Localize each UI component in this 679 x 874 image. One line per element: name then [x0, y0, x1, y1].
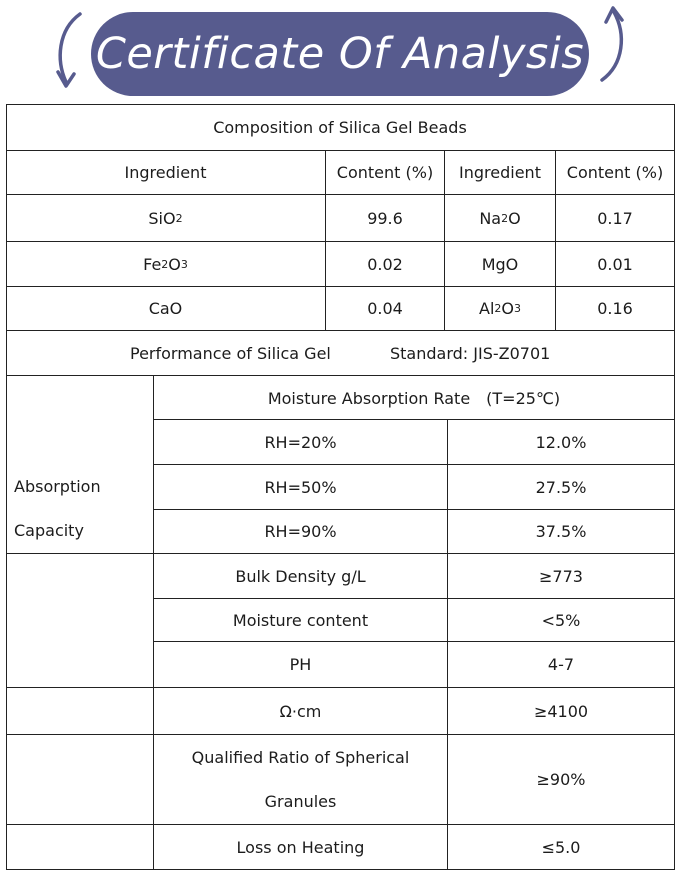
content-cell: 0.04: [367, 299, 403, 318]
property-value: <5%: [541, 610, 581, 630]
performance-heading: Performance of Silica Gel: [130, 343, 331, 363]
ingredient-text: Fe: [143, 254, 162, 274]
table-border-right: [674, 104, 675, 870]
table-border-bottom: [6, 869, 674, 870]
property-label: [154, 735, 447, 824]
content-cell: 0.02: [367, 254, 403, 274]
rh-value: 27.5%: [535, 477, 587, 497]
ingredient-subscript: 2: [494, 302, 502, 315]
rh-label: RH=20%: [264, 432, 337, 452]
property-value: 4-7: [547, 655, 575, 674]
property-value: ≥4100: [533, 701, 589, 721]
ingredient-subscript: 3: [180, 257, 188, 271]
ingredient-cell: CaO: [148, 299, 183, 318]
ingredient-text: O: [168, 254, 181, 274]
page-title: Certificate Of Analysis: [95, 29, 585, 79]
content-cell: 0.01: [597, 254, 633, 274]
property-label: PH: [289, 655, 312, 674]
content-cell: 0.16: [597, 299, 633, 318]
ingredient-text: Al: [479, 299, 495, 318]
property-value: ≥773: [539, 566, 583, 586]
performance-standard: Standard: JIS-Z0701: [390, 343, 551, 363]
property-label-line: Qualified Ratio of Spherical: [191, 747, 410, 767]
rh-label: RH=50%: [264, 477, 337, 497]
ingredient-text: Na: [479, 208, 502, 228]
ingredient-text: O: [501, 299, 514, 318]
property-label: Bulk Density g/L: [235, 566, 366, 586]
rh-label: RH=90%: [264, 522, 337, 541]
property-value: ≤5.0: [541, 837, 581, 857]
rate-heading: Moisture Absorption Rate (T=25℃): [267, 389, 561, 408]
ingredient-subscript: 2: [501, 211, 509, 225]
ingredient-cell: [445, 287, 555, 330]
absorption-label: Capacity: [14, 520, 84, 540]
property-label-line: Granules: [264, 791, 337, 811]
ingredient-subscript: 3: [513, 302, 521, 315]
content-cell: 99.6: [367, 208, 403, 228]
rh-value: 37.5%: [535, 522, 587, 541]
property-label: Moisture content: [232, 610, 369, 630]
composition-heading: Composition of Silica Gel Beads: [213, 118, 467, 137]
ingredient-subscript: 2: [161, 257, 169, 271]
ingredient-subscript: 2: [175, 211, 183, 225]
column-header: Content (%): [566, 163, 664, 182]
ingredient-cell: MgO: [481, 254, 519, 274]
column-header: Ingredient: [124, 163, 207, 182]
absorption-label: Absorption: [14, 476, 101, 496]
column-header: Ingredient: [459, 163, 541, 182]
ingredient-text: O: [508, 208, 521, 228]
ingredient-text: SiO: [148, 208, 176, 228]
ingredient-cell: [6, 242, 325, 286]
content-cell: 0.17: [597, 208, 633, 228]
ingredient-cell: [445, 195, 555, 241]
rh-value: 12.0%: [535, 432, 587, 452]
ingredient-cell: [6, 195, 325, 241]
property-label: Ω·cm: [279, 701, 322, 721]
property-label: Loss on Heating: [236, 837, 365, 857]
column-header: Content (%): [336, 163, 434, 182]
property-value: ≥90%: [536, 770, 586, 789]
